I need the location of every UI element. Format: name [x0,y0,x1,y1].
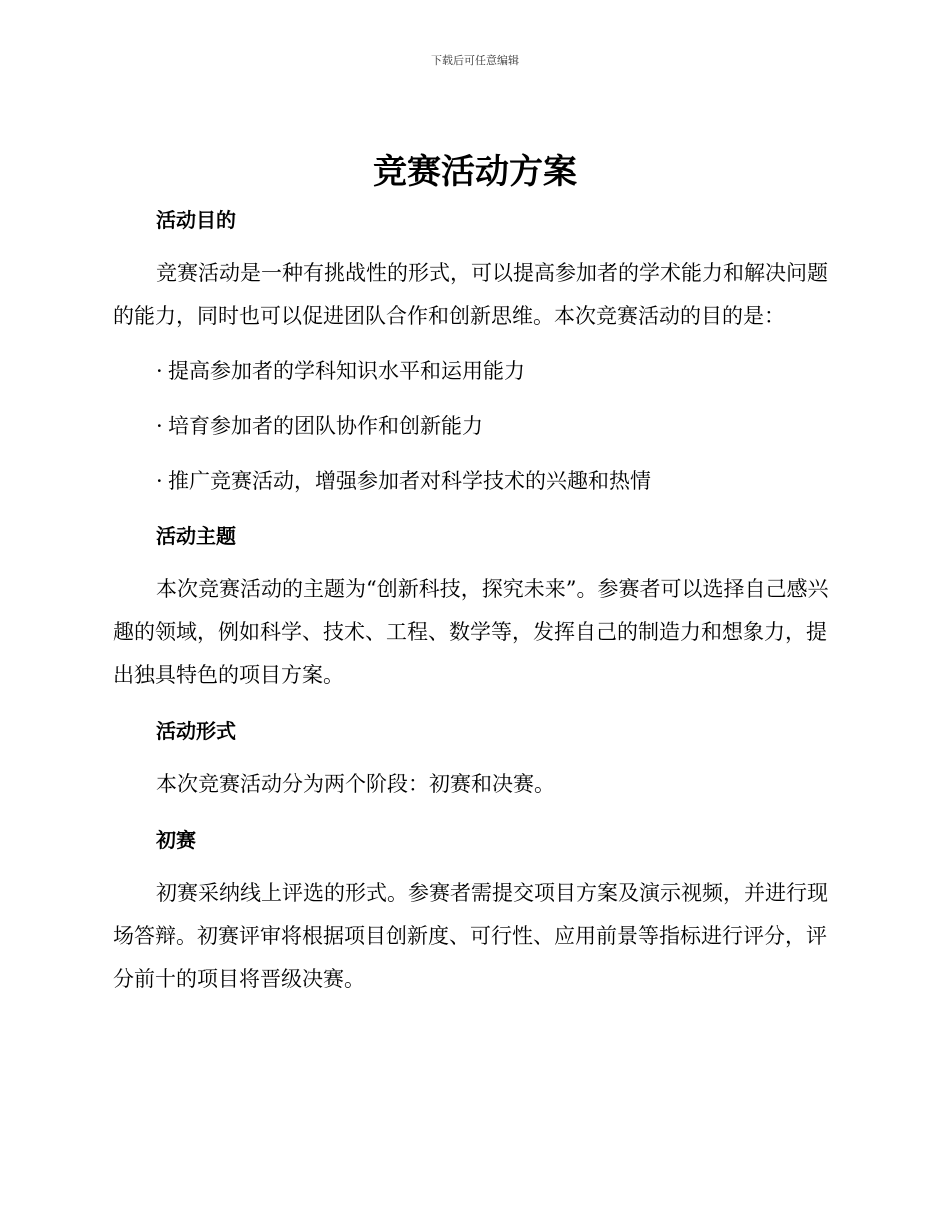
document-title: 竞赛活动方案 [373,152,577,192]
bullet-text: 推广竞赛活动，增强参加者对科学技术的兴趣和热情 [168,469,651,493]
heading-format: 活动形式 [156,719,236,743]
heading-theme: 活动主题 [156,524,236,548]
bullet-text: 提高参加者的学科知识水平和运用能力 [168,359,525,383]
bullet-item-3 [156,466,651,496]
heading-purpose: 活动目的 [156,208,236,232]
bullet-dot: · [156,414,163,438]
bullet-item-1 [156,356,525,386]
paragraph-theme: 本次竞赛活动的主题为“创新科技，探究未来”。参赛者可以选择自己感兴趣的领域，例如科学、技术、工程、数学等，发挥自己的制造力和想象力，提出独具特色的项目方案。 [113,577,829,687]
paragraph-purpose: 竞赛活动是一种有挑战性的形式，可以提高参加者的学术能力和解决问题的能力，同时也可以促进团队合作和创新思维。本次竞赛活动的目的是： [113,261,828,328]
paragraph-format: 本次竞赛活动分为两个阶段：初赛和决赛。 [156,772,555,796]
bullet-text: 培育参加者的团队协作和创新能力 [168,414,483,438]
header-note: 下载后可任意编辑 [431,54,519,67]
heading-preliminary: 初赛 [156,828,196,852]
bullet-dot: · [156,469,163,493]
paragraph-preliminary: 初赛采纳线上评选的形式。参赛者需提交项目方案及演示视频，并进行现场答辩。初赛评审将根据项目创新度、可行性、应用前景等指标进行评分，评分前十的项目将晋级决赛。 [113,881,828,991]
bullet-item-2 [156,411,483,441]
bullet-dot: · [156,359,163,383]
